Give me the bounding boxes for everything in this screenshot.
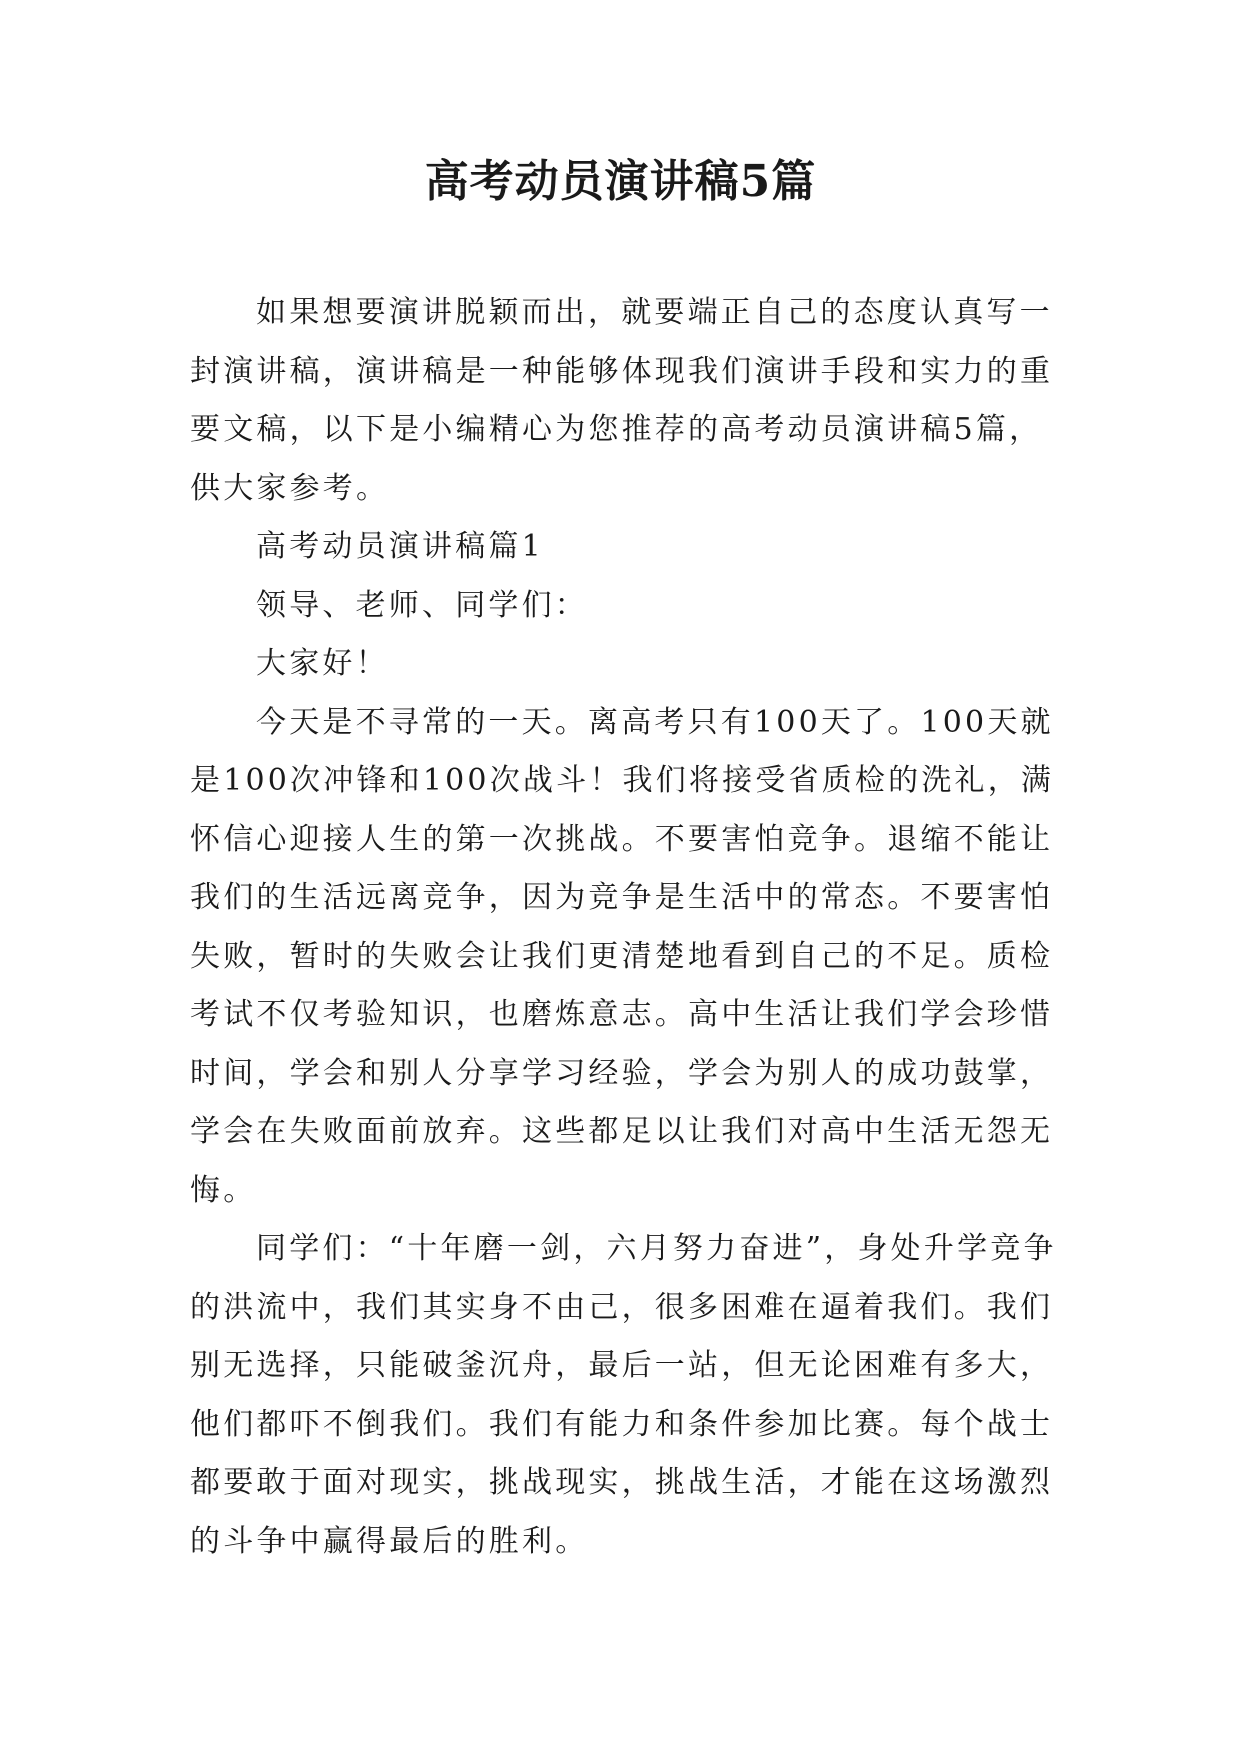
paragraph-line: 是100次冲锋和100次战斗！我们将接受省质检的洗礼，满 <box>190 763 1055 798</box>
paragraph-line: 别无选择，只能破釜沉舟，最后一站，但无论困难有多大， <box>190 1348 1054 1383</box>
paragraph-line: 失败，暂时的失败会让我们更清楚地看到自己的不足。质检 <box>190 938 1054 974</box>
paragraph-line: 的洪流中，我们其实身不由己，很多困难在逼着我们。我们 <box>190 1289 1054 1325</box>
paragraph-line: 考试不仅考验知识，也磨炼意志。高中生活让我们学会珍惜 <box>190 997 1054 1032</box>
paragraph-line: 供大家参考。 <box>190 470 390 506</box>
paragraph-line: 封演讲稿，演讲稿是一种能够体现我们演讲手段和实力的重 <box>190 353 1054 389</box>
paragraph-line: 学会在失败面前放弃。这些都足以让我们对高中生活无怨无 <box>190 1114 1054 1149</box>
paragraph-line: 他们都吓不倒我们。我们有能力和条件参加比赛。每个战士 <box>190 1406 1054 1442</box>
paragraph-line: 同学们：“十年磨一剑，六月努力奋进”，身处升学竞争 <box>256 1231 1057 1266</box>
salutation: 领导、老师、同学们： <box>256 587 588 623</box>
paragraph-line: 时间，学会和别人分享学习经验，学会为别人的成功鼓掌， <box>190 1055 1054 1091</box>
paragraph-line: 今天是不寻常的一天。离高考只有100天了。100天就 <box>256 704 1054 740</box>
paragraph-line: 我们的生活远离竞争，因为竞争是生活中的常态。不要害怕 <box>190 880 1054 915</box>
paragraph-line: 如果想要演讲脱颖而出，就要端正自己的态度认真写一 <box>256 295 1053 330</box>
document-title: 高考动员演讲稿5篇 <box>424 156 817 207</box>
paragraph-line: 的斗争中赢得最后的胜利。 <box>190 1523 589 1559</box>
paragraph-line: 都要敢于面对现实，挑战现实，挑战生活，才能在这场激烈 <box>190 1465 1054 1500</box>
paragraph-line: 怀信心迎接人生的第一次挑战。不要害怕竞争。退缩不能让 <box>190 821 1054 857</box>
section-heading: 高考动员演讲稿篇1 <box>256 529 544 564</box>
greeting: 大家好！ <box>256 646 389 681</box>
paragraph-line: 悔。 <box>190 1172 257 1208</box>
paragraph-line: 要文稿，以下是小编精心为您推荐的高考动员演讲稿5篇， <box>190 412 1043 447</box>
document-body <box>190 284 1057 1571</box>
